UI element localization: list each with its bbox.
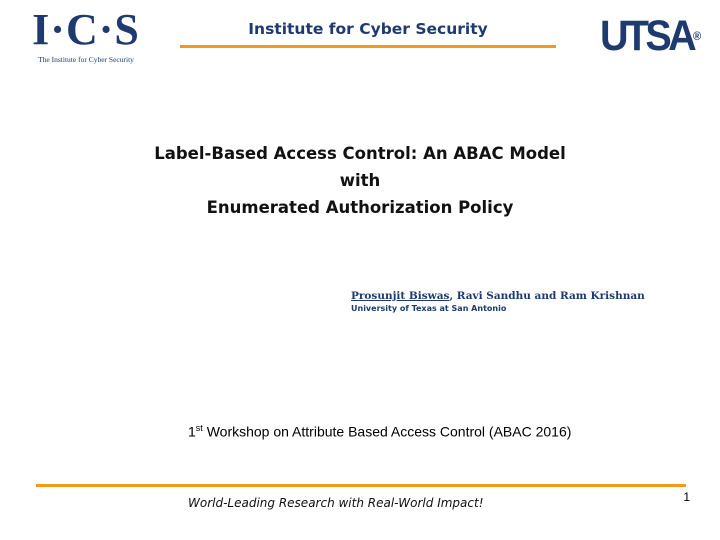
workshop-name: Workshop on Attribute Based Access Control (ABAC 2016) bbox=[202, 423, 572, 440]
workshop-line bbox=[188, 423, 571, 440]
affiliation: University of Texas at San Antonio bbox=[351, 304, 507, 313]
first-author: Prosunjit Biswas bbox=[351, 290, 450, 302]
institute-title: Institute for Cyber Security bbox=[248, 20, 488, 38]
page-number: 1 bbox=[683, 490, 690, 504]
author-list bbox=[351, 290, 645, 302]
ics-logo bbox=[30, 6, 142, 66]
footer-divider bbox=[36, 484, 686, 487]
registered-mark: ® bbox=[692, 29, 702, 43]
slide-title bbox=[150, 140, 570, 221]
slide-title-line-2: Enumerated Authorization Policy bbox=[206, 198, 514, 217]
header-divider bbox=[180, 45, 556, 48]
ics-logo-subtitle: The Institute for Cyber Security bbox=[38, 55, 134, 64]
workshop-ordinal: 1 bbox=[188, 423, 196, 440]
slide-title-line-1: Label-Based Access Control: An ABAC Model with bbox=[154, 144, 566, 190]
workshop-ordinal-suffix: st bbox=[195, 423, 203, 433]
utsa-logo bbox=[600, 12, 701, 60]
co-authors: , Ravi Sandhu and Ram Krishnan bbox=[449, 290, 645, 302]
footer-tagline: World-Leading Research with Real-World Impact! bbox=[188, 496, 484, 510]
ics-logo-mark: I·C·S bbox=[32, 5, 140, 54]
utsa-logo-text: UTSA bbox=[600, 12, 693, 60]
